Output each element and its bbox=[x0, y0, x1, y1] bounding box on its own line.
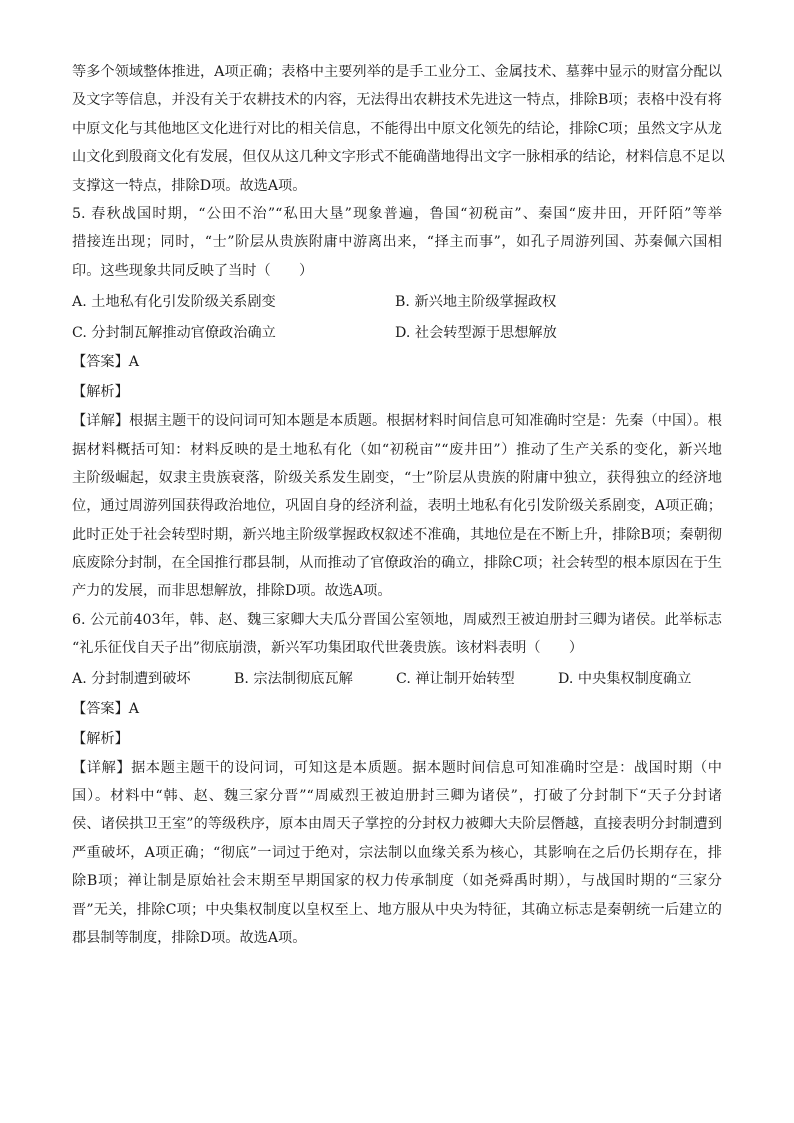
text-line: “礼乐征伐自天子出”彻底崩溃，新兴军功集团取代世袭贵族。该材料表明（ ） bbox=[72, 640, 584, 657]
text-line: 除B项；禅让制是原始社会末期至早期国家的权力传承制度（如尧舜禹时期），与战国时期的“三家分 bbox=[72, 873, 722, 890]
text-line: 措接连出现；同时，“士”阶层从贵族附庸中游离出来，“择主而事”，如孔子周游列国、苏秦佩六国相 bbox=[72, 234, 722, 251]
option-c: C. 分封制瓦解推动官僚政治确立 bbox=[72, 324, 276, 341]
text-line: 产力的发展，而非思想解放，排除D项。故选A项。 bbox=[72, 583, 392, 600]
option-c: C. 禅让制开始转型 bbox=[396, 671, 515, 688]
text-line: 主阶级崛起，奴隶主贵族衰落，阶级关系发生剧变，“士”阶层从贵族的附庸中独立，获得独立的经济地 bbox=[72, 469, 722, 486]
text-line: 严重破坏，A项正确；“彻底”一词过于绝对，宗法制以血缘关系为核心，其影响在之后仍长期存在，排 bbox=[72, 844, 722, 861]
text-line: 6. 公元前403年，韩、赵、魏三家卿大夫瓜分晋国公室领地，周威烈王被迫册封三卿为诸侯。此举标志 bbox=[72, 611, 722, 628]
text-line: 晋”无关，排除C项；中央集权制度以皇权至上、地方服从中央为特征，其确立标志是秦朝统一后建立的 bbox=[72, 901, 722, 918]
analysis-label: 【解析】 bbox=[72, 384, 129, 401]
option-a: A. 分封制遭到破坏 bbox=[72, 671, 191, 688]
option-d: D. 中央集权制度确立 bbox=[558, 671, 692, 688]
text-line: 印。这些现象共同反映了当时（ ） bbox=[72, 262, 314, 279]
text-line: 山文化到殷商文化有发展，但仅从这几种文字形式不能确凿地得出文字一脉相承的结论，材料信息不足以 bbox=[72, 149, 725, 166]
text-line: 5. 春秋战国时期，“公田不治”“私田大垦”现象普遍，鲁国“初税亩”、秦国“废井田，开阡陌”等举 bbox=[72, 205, 722, 222]
prev-analysis-continuation bbox=[72, 58, 725, 200]
option-b: B. 新兴地主阶级掌握政权 bbox=[395, 293, 557, 310]
question-5-stem bbox=[72, 200, 722, 285]
text-line: 等多个领域整体推进，A项正确；表格中主要列举的是手工业分工、金属技术、墓葬中显示的财富分配以 bbox=[72, 64, 722, 80]
question-5-options-row-1 bbox=[72, 285, 722, 316]
question-5-detail bbox=[72, 407, 722, 606]
text-line: 及文字等信息，并没有关于农耕技术的内容，无法得出农耕技术先进这一特点，排除B项；表格中没有将 bbox=[72, 92, 722, 109]
text-line: 支撑这一特点，排除D项。故选A项。 bbox=[72, 177, 307, 194]
text-line: 此时正处于社会转型时期，新兴地主阶级掌握政权叙述不准确，其地位是在不断上升，排除B项；秦朝彻 bbox=[72, 526, 722, 543]
text-line: 中原文化与其他地区文化进行对比的相关信息，不能得出中原文化领先的结论，排除C项；虽然文字从龙 bbox=[72, 120, 722, 137]
option-b: B. 宗法制彻底瓦解 bbox=[234, 671, 353, 688]
answer-label: 【答案】A bbox=[72, 354, 139, 371]
question-5-options-row-2 bbox=[72, 316, 722, 347]
text-line: 底废除分封制，在全国推行郡县制，从而推动了官僚政治的确立，排除C项；社会转型的根本原因在于生 bbox=[72, 555, 722, 572]
text-line: 据材料概括可知：材料反映的是土地私有化（如“初税亩”“废井田”）推动了生产关系的变化，新兴地 bbox=[72, 441, 722, 458]
text-line: 【详解】据本题主题干的设问词，可知这是本质题。据本题时间信息可知准确时空是：战国时期（中 bbox=[72, 759, 722, 776]
analysis-label: 【解析】 bbox=[72, 730, 129, 747]
text-line: 国）。材料中“韩、赵、魏三家分晋”“周威烈王被迫册封三卿为诸侯”，打破了分封制下“天子分封诸 bbox=[72, 788, 722, 805]
text-line: 位，通过周游列国获得政治地位，巩固自身的经济利益，表明土地私有化引发阶级关系剧变，A项正确； bbox=[72, 498, 722, 515]
text-line: 【详解】根据主题干的设问词可知本题是本质题。根据材料时间信息可知准确时空是：先秦（中国）。根 bbox=[72, 413, 722, 430]
question-6-detail bbox=[72, 754, 722, 953]
text-line: 侯、诸侯拱卫王室”的等级秩序，原本由周天子掌控的分封权力被卿大夫阶层僭越，直接表明分封制遭到 bbox=[72, 816, 722, 833]
document-page bbox=[72, 58, 725, 952]
question-6-options bbox=[72, 663, 722, 694]
question-6-stem bbox=[72, 606, 722, 663]
answer-label: 【答案】A bbox=[72, 700, 139, 717]
text-line: 郡县制等制度，排除D项。故选A项。 bbox=[72, 929, 307, 946]
option-a: A. 土地私有化引发阶级关系剧变 bbox=[72, 293, 276, 310]
option-d: D. 社会转型源于思想解放 bbox=[395, 324, 557, 341]
